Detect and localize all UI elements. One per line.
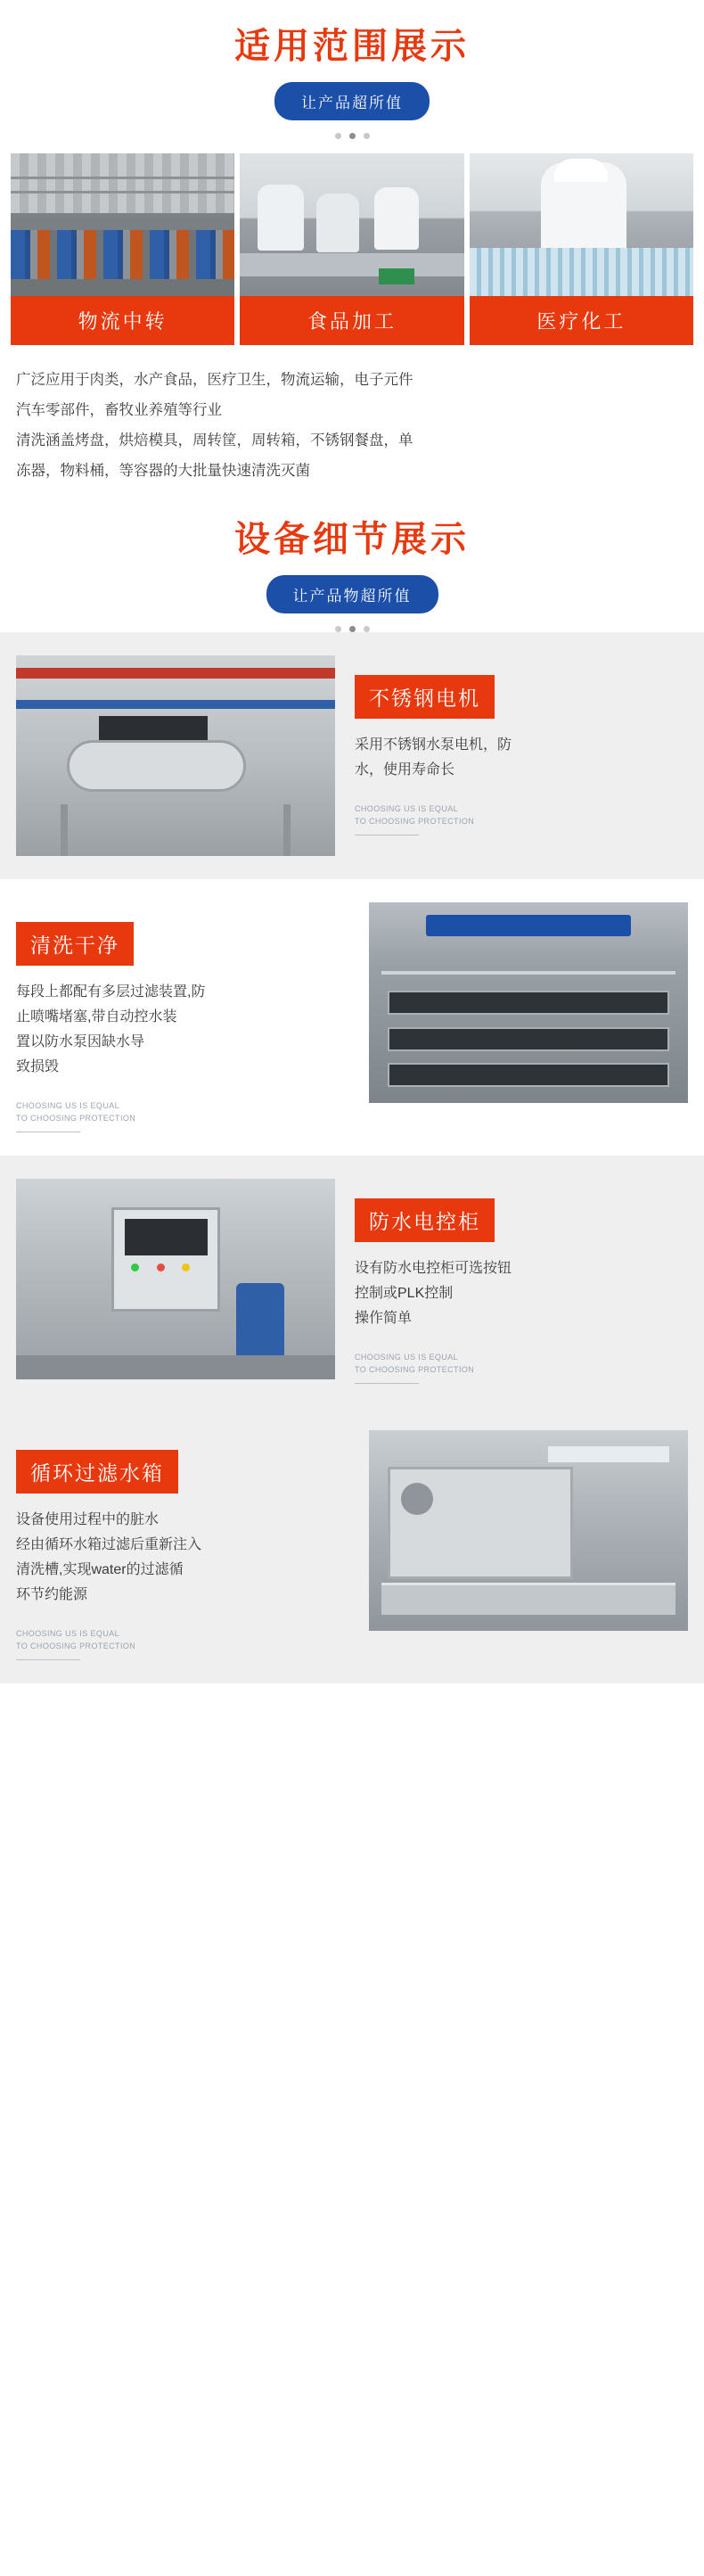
detail-body-line: 清洗槽,实现water的过滤循 — [16, 1562, 184, 1577]
stainless-steel-motor-photo — [16, 655, 335, 856]
warehouse-logistics-photo — [11, 153, 234, 296]
scope-section-header — [0, 0, 704, 139]
scope-section-title: 适用范围展示 — [234, 26, 470, 67]
detail-english-line: CHOOSING US IS EQUAL — [355, 1353, 459, 1362]
scope-carousel-dots[interactable] — [0, 133, 704, 139]
circulating-filter-tank-photo — [369, 1430, 688, 1631]
scope-card-label: 物流中转 — [11, 296, 234, 345]
scope-card-label: 医疗化工 — [470, 296, 693, 345]
detail-text-column — [16, 902, 349, 1132]
detail-body — [355, 1256, 688, 1331]
scope-card[interactable] — [470, 153, 693, 345]
detail-body-line: 经由循环水箱过滤后重新注入 — [16, 1537, 202, 1552]
detail-body-line: 置以防水泵因缺水导 — [16, 1034, 145, 1049]
carousel-dot[interactable] — [364, 133, 370, 139]
detail-title: 防水电控柜 — [355, 1198, 495, 1242]
scope-description-line: 汽车零部件，畜牧业养殖等行业 — [16, 402, 222, 418]
scope-description — [0, 345, 704, 484]
detail-english-line: TO CHOOSING PROTECTION — [16, 1642, 136, 1650]
carousel-dot-active[interactable] — [349, 626, 356, 632]
detail-block — [0, 1156, 704, 1407]
detail-section-subtitle: 让产品物超所值 — [266, 575, 438, 613]
detail-english-line: TO CHOOSING PROTECTION — [16, 1114, 136, 1123]
detail-english-line: CHOOSING US IS EQUAL — [16, 1629, 120, 1638]
scope-description-line: 清洗涵盖烤盘，烘焙模具，周转筐，周转箱，不锈钢餐盘，单 — [16, 432, 413, 449]
waterproof-control-cabinet-photo — [16, 1179, 335, 1379]
medical-chemical-photo — [470, 153, 693, 296]
detail-english-line: CHOOSING US IS EQUAL — [355, 804, 459, 813]
detail-title: 清洗干净 — [16, 922, 134, 966]
food-processing-photo — [240, 153, 463, 296]
detail-block — [0, 632, 704, 879]
detail-body — [355, 733, 688, 783]
detail-english-caption — [355, 802, 688, 827]
detail-english-caption — [16, 1627, 349, 1652]
washing-chamber-photo — [369, 902, 688, 1103]
scope-card-row — [0, 153, 704, 345]
detail-english-line: CHOOSING US IS EQUAL — [16, 1101, 120, 1110]
scope-section-subtitle: 让产品超所值 — [274, 82, 430, 120]
detail-text-column — [16, 1430, 349, 1660]
scope-card[interactable] — [11, 153, 234, 345]
detail-english-line: TO CHOOSING PROTECTION — [355, 817, 475, 826]
detail-body-line: 每段上都配有多层过滤装置,防 — [16, 984, 206, 1000]
detail-body-line: 操作简单 — [355, 1311, 413, 1326]
detail-body — [16, 1508, 349, 1608]
detail-body-line: 环节约能源 — [16, 1587, 88, 1602]
carousel-dot[interactable] — [335, 626, 341, 632]
detail-english-caption — [16, 1099, 349, 1124]
detail-body-line: 水，使用寿命长 — [355, 762, 455, 778]
detail-divider — [355, 1383, 419, 1384]
detail-image-column — [16, 1179, 335, 1379]
detail-block — [0, 879, 704, 1156]
scope-description-line: 冻器，物料桶，等容器的大批量快速清洗灭菌 — [16, 463, 310, 479]
detail-image-column — [369, 902, 688, 1103]
scope-description-line: 广泛应用于肉类，水产食品，医疗卫生，物流运输，电子元件 — [16, 372, 413, 388]
carousel-dot-active[interactable] — [349, 133, 356, 139]
detail-section-header — [0, 488, 704, 632]
detail-text-column — [355, 655, 688, 835]
detail-body-line: 致损毁 — [16, 1059, 60, 1074]
detail-divider — [16, 1659, 80, 1660]
detail-body-line: 设有防水电控柜可选按钮 — [355, 1261, 512, 1276]
detail-body — [16, 980, 349, 1080]
detail-carousel-dots[interactable] — [0, 626, 704, 632]
detail-body-line: 采用不锈钢水泵电机，防 — [355, 737, 512, 753]
detail-english-line: TO CHOOSING PROTECTION — [355, 1365, 475, 1374]
scope-card[interactable] — [240, 153, 463, 345]
detail-body-line: 止喷嘴堵塞,带自动控水装 — [16, 1009, 177, 1025]
detail-english-caption — [355, 1351, 688, 1376]
detail-title: 循环过滤水箱 — [16, 1450, 178, 1494]
detail-section-title: 设备细节展示 — [234, 519, 470, 560]
carousel-dot[interactable] — [364, 626, 370, 632]
scope-card-label: 食品加工 — [240, 296, 463, 345]
detail-body-line: 控制或PLK控制 — [355, 1286, 454, 1301]
detail-body-line: 设备使用过程中的脏水 — [16, 1512, 160, 1527]
detail-image-column — [16, 655, 335, 856]
detail-image-column — [369, 1430, 688, 1631]
detail-text-column — [355, 1179, 688, 1384]
carousel-dot[interactable] — [335, 133, 341, 139]
detail-title: 不锈钢电机 — [355, 675, 495, 719]
detail-block — [0, 1407, 704, 1683]
